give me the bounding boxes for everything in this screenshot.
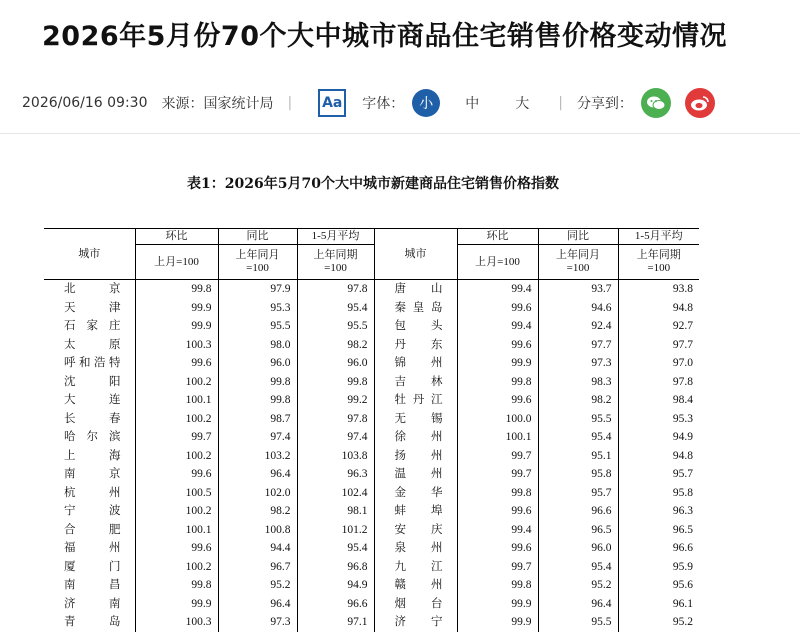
tb-cell: 96.4 xyxy=(538,595,618,614)
table-row xyxy=(44,354,699,373)
city-cell: 徐州 xyxy=(374,428,457,447)
hb-cell: 100.1 xyxy=(135,391,218,410)
hb-cell: 99.6 xyxy=(135,539,218,558)
header-tb-sub: 上年同月 =100 xyxy=(218,245,297,280)
tb-cell: 99.8 xyxy=(218,391,297,410)
article-source: 来源：国家统计局 xyxy=(161,96,274,112)
table-row xyxy=(44,502,699,521)
avg-cell: 98.4 xyxy=(618,391,699,410)
hb-cell: 99.7 xyxy=(457,558,538,577)
table-row xyxy=(44,521,699,540)
hb-cell: 100.2 xyxy=(135,558,218,577)
city-cell: 唐山 xyxy=(374,280,457,299)
font-size-icon[interactable]: Aa xyxy=(318,89,346,117)
city-cell: 厦门 xyxy=(64,560,121,573)
city-cell: 宁波 xyxy=(64,505,121,517)
city-cell: 锦州 xyxy=(374,354,457,373)
font-size-medium-button[interactable]: 中 xyxy=(465,96,480,112)
city-cell: 呼和浩特 xyxy=(64,357,121,369)
hb-cell: 99.6 xyxy=(457,336,538,355)
hb-cell: 99.6 xyxy=(457,539,538,558)
header-divider xyxy=(0,133,800,134)
avg-cell: 101.2 xyxy=(297,521,374,540)
avg-cell: 96.0 xyxy=(297,354,374,373)
table-row xyxy=(44,373,699,392)
city-cell: 丹东 xyxy=(374,336,457,355)
hb-cell: 99.9 xyxy=(457,613,538,632)
header-city: 城市 xyxy=(78,247,101,260)
avg-cell: 97.4 xyxy=(297,428,374,447)
hb-cell: 99.4 xyxy=(457,521,538,540)
avg-cell: 98.2 xyxy=(297,336,374,355)
tb-cell: 95.2 xyxy=(538,576,618,595)
avg-cell: 97.8 xyxy=(297,410,374,429)
wechat-share-icon[interactable] xyxy=(641,88,671,118)
font-size-small-button[interactable]: 小 xyxy=(412,89,440,117)
hb-cell: 99.8 xyxy=(135,280,218,299)
hb-cell: 99.8 xyxy=(457,373,538,392)
city-cell: 金华 xyxy=(374,484,457,503)
city-cell: 上海 xyxy=(64,449,121,462)
city-cell: 蚌埠 xyxy=(374,502,457,521)
hb-cell: 99.9 xyxy=(457,354,538,373)
avg-cell: 97.1 xyxy=(297,613,374,632)
city-cell: 长春 xyxy=(64,412,121,425)
avg-cell: 95.9 xyxy=(618,558,699,577)
tb-cell: 97.4 xyxy=(218,428,297,447)
hb-cell: 100.2 xyxy=(135,447,218,466)
table-row xyxy=(44,465,699,484)
city-cell: 烟台 xyxy=(374,595,457,614)
tb-cell: 95.5 xyxy=(538,410,618,429)
city-cell: 太原 xyxy=(64,338,121,351)
table-caption: 表1：2026年5月70个大中城市新建商品住宅销售价格指数 xyxy=(187,176,559,192)
hb-cell: 99.9 xyxy=(135,595,218,614)
avg-cell: 95.8 xyxy=(618,484,699,503)
hb-cell: 100.2 xyxy=(135,502,218,521)
tb-cell: 94.6 xyxy=(538,299,618,318)
tb-cell: 95.4 xyxy=(538,558,618,577)
tb-cell: 97.9 xyxy=(218,280,297,299)
tb-cell: 95.5 xyxy=(538,613,618,632)
tb-cell: 96.4 xyxy=(218,465,297,484)
table-row xyxy=(44,576,699,595)
hb-cell: 100.1 xyxy=(457,428,538,447)
tb-cell: 95.1 xyxy=(538,447,618,466)
city-cell: 扬州 xyxy=(374,447,457,466)
header-tb-sub: 上年同月 =100 xyxy=(538,245,618,280)
header-hb: 环比 xyxy=(135,229,218,245)
tb-cell: 95.3 xyxy=(218,299,297,318)
hb-cell: 99.8 xyxy=(457,484,538,503)
tb-cell: 98.0 xyxy=(218,336,297,355)
city-cell: 大连 xyxy=(64,394,121,406)
meta-divider: | xyxy=(558,95,563,111)
tb-cell: 96.5 xyxy=(538,521,618,540)
table-row xyxy=(44,391,699,410)
hb-cell: 99.9 xyxy=(135,299,218,318)
tb-cell: 98.2 xyxy=(538,391,618,410)
header-avg-sub: 上年同期 =100 xyxy=(618,245,699,280)
city-cell: 吉林 xyxy=(374,373,457,392)
hb-cell: 100.2 xyxy=(135,410,218,429)
table-row xyxy=(44,299,699,318)
tb-cell: 94.4 xyxy=(218,539,297,558)
avg-cell: 103.8 xyxy=(297,447,374,466)
tb-cell: 96.7 xyxy=(218,558,297,577)
header-city: 城市 xyxy=(374,229,457,280)
city-cell: 石家庄 xyxy=(64,320,121,332)
avg-cell: 95.5 xyxy=(297,317,374,336)
hb-cell: 100.3 xyxy=(135,336,218,355)
hb-cell: 99.9 xyxy=(457,595,538,614)
publish-date: 2026/06/16 09:30 xyxy=(22,95,148,111)
city-cell: 南昌 xyxy=(64,579,121,591)
city-cell: 济宁 xyxy=(374,613,457,632)
avg-cell: 95.2 xyxy=(618,613,699,632)
tb-cell: 102.0 xyxy=(218,484,297,503)
avg-cell: 94.8 xyxy=(618,299,699,318)
city-cell: 北京 xyxy=(64,283,121,295)
avg-cell: 98.1 xyxy=(297,502,374,521)
hb-cell: 99.7 xyxy=(135,428,218,447)
avg-cell: 95.6 xyxy=(618,576,699,595)
tb-cell: 95.2 xyxy=(218,576,297,595)
tb-cell: 98.3 xyxy=(538,373,618,392)
tb-cell: 92.4 xyxy=(538,317,618,336)
table-row xyxy=(44,428,699,447)
city-cell: 九江 xyxy=(374,558,457,577)
avg-cell: 96.6 xyxy=(618,539,699,558)
city-cell: 包头 xyxy=(374,317,457,336)
avg-cell: 95.7 xyxy=(618,465,699,484)
table-row xyxy=(44,595,699,614)
avg-cell: 94.8 xyxy=(618,447,699,466)
tb-cell: 96.6 xyxy=(538,502,618,521)
hb-cell: 100.0 xyxy=(457,410,538,429)
city-cell: 无锡 xyxy=(374,410,457,429)
hb-cell: 99.6 xyxy=(457,391,538,410)
table-row xyxy=(44,317,699,336)
tb-cell: 103.2 xyxy=(218,447,297,466)
header-avg-sub: 上年同期 =100 xyxy=(297,245,374,280)
header-tb: 同比 xyxy=(218,229,297,245)
header-hb: 环比 xyxy=(457,229,538,245)
city-cell: 安庆 xyxy=(374,521,457,540)
hb-cell: 99.8 xyxy=(457,576,538,595)
tb-cell: 97.7 xyxy=(538,336,618,355)
tb-cell: 95.5 xyxy=(218,317,297,336)
avg-cell: 92.7 xyxy=(618,317,699,336)
city-cell: 赣州 xyxy=(374,576,457,595)
tb-cell: 100.8 xyxy=(218,521,297,540)
city-cell: 泉州 xyxy=(374,539,457,558)
meta-divider: | xyxy=(287,95,293,111)
header-hb-sub: 上月=100 xyxy=(457,245,538,280)
font-size-large-button[interactable]: 大 xyxy=(515,96,530,112)
font-size-label: 字体： xyxy=(362,96,405,112)
avg-cell: 95.4 xyxy=(297,539,374,558)
avg-cell: 96.8 xyxy=(297,558,374,577)
avg-cell: 97.8 xyxy=(297,280,374,299)
avg-cell: 96.3 xyxy=(618,502,699,521)
article-meta-bar xyxy=(22,86,742,120)
header-tb: 同比 xyxy=(538,229,618,245)
hb-cell: 99.9 xyxy=(135,317,218,336)
table-row xyxy=(44,336,699,355)
tb-cell: 96.4 xyxy=(218,595,297,614)
city-cell: 牡丹江 xyxy=(374,391,457,410)
hb-cell: 99.4 xyxy=(457,280,538,299)
hb-cell: 99.4 xyxy=(457,317,538,336)
price-index-table xyxy=(44,228,699,632)
table-row xyxy=(44,280,699,299)
avg-cell: 93.8 xyxy=(618,280,699,299)
hb-cell: 99.6 xyxy=(457,502,538,521)
city-cell: 沈阳 xyxy=(64,375,121,388)
hb-cell: 99.7 xyxy=(457,447,538,466)
share-label: 分享到： xyxy=(576,96,633,112)
hb-cell: 99.6 xyxy=(135,465,218,484)
avg-cell: 96.5 xyxy=(618,521,699,540)
city-cell: 福州 xyxy=(64,542,121,554)
avg-cell: 102.4 xyxy=(297,484,374,503)
tb-cell: 96.0 xyxy=(538,539,618,558)
avg-cell: 99.8 xyxy=(297,373,374,392)
hb-cell: 99.6 xyxy=(135,354,218,373)
table-row xyxy=(44,447,699,466)
avg-cell: 94.9 xyxy=(297,576,374,595)
tb-cell: 97.3 xyxy=(538,354,618,373)
tb-cell: 97.3 xyxy=(218,613,297,632)
hb-cell: 99.7 xyxy=(457,465,538,484)
weibo-share-icon[interactable] xyxy=(685,88,715,118)
city-cell: 青岛 xyxy=(64,616,121,628)
city-cell: 秦皇岛 xyxy=(374,299,457,318)
avg-cell: 97.0 xyxy=(618,354,699,373)
avg-cell: 97.7 xyxy=(618,336,699,355)
tb-cell: 95.8 xyxy=(538,465,618,484)
avg-cell: 96.6 xyxy=(297,595,374,614)
avg-cell: 99.2 xyxy=(297,391,374,410)
city-cell: 天津 xyxy=(64,301,121,314)
city-cell: 南京 xyxy=(64,468,121,480)
table-body xyxy=(44,280,699,632)
hb-cell: 99.6 xyxy=(457,299,538,318)
avg-cell: 97.8 xyxy=(618,373,699,392)
header-avg: 1-5月平均 xyxy=(297,229,374,245)
city-cell: 哈尔滨 xyxy=(64,431,121,443)
table-row xyxy=(44,558,699,577)
hb-cell: 100.3 xyxy=(135,613,218,632)
tb-cell: 98.2 xyxy=(218,502,297,521)
table-row xyxy=(44,484,699,503)
avg-cell: 95.3 xyxy=(618,410,699,429)
hb-cell: 100.2 xyxy=(135,373,218,392)
table-row xyxy=(44,539,699,558)
avg-cell: 96.3 xyxy=(297,465,374,484)
city-cell: 杭州 xyxy=(64,486,121,499)
header-avg: 1-5月平均 xyxy=(618,229,699,245)
hb-cell: 100.1 xyxy=(135,521,218,540)
avg-cell: 94.9 xyxy=(618,428,699,447)
hb-cell: 100.5 xyxy=(135,484,218,503)
tb-cell: 96.0 xyxy=(218,354,297,373)
city-cell: 温州 xyxy=(374,465,457,484)
avg-cell: 95.4 xyxy=(297,299,374,318)
article-title: 2026年5月份70个大中城市商品住宅销售价格变动情况 xyxy=(42,21,728,52)
header-hb-sub: 上月=100 xyxy=(135,245,218,280)
hb-cell: 99.8 xyxy=(135,576,218,595)
city-cell: 合肥 xyxy=(64,523,121,536)
table-row xyxy=(44,410,699,429)
tb-cell: 93.7 xyxy=(538,280,618,299)
avg-cell: 96.1 xyxy=(618,595,699,614)
tb-cell: 95.4 xyxy=(538,428,618,447)
tb-cell: 99.8 xyxy=(218,373,297,392)
tb-cell: 98.7 xyxy=(218,410,297,429)
tb-cell: 95.7 xyxy=(538,484,618,503)
city-cell: 济南 xyxy=(64,597,121,610)
